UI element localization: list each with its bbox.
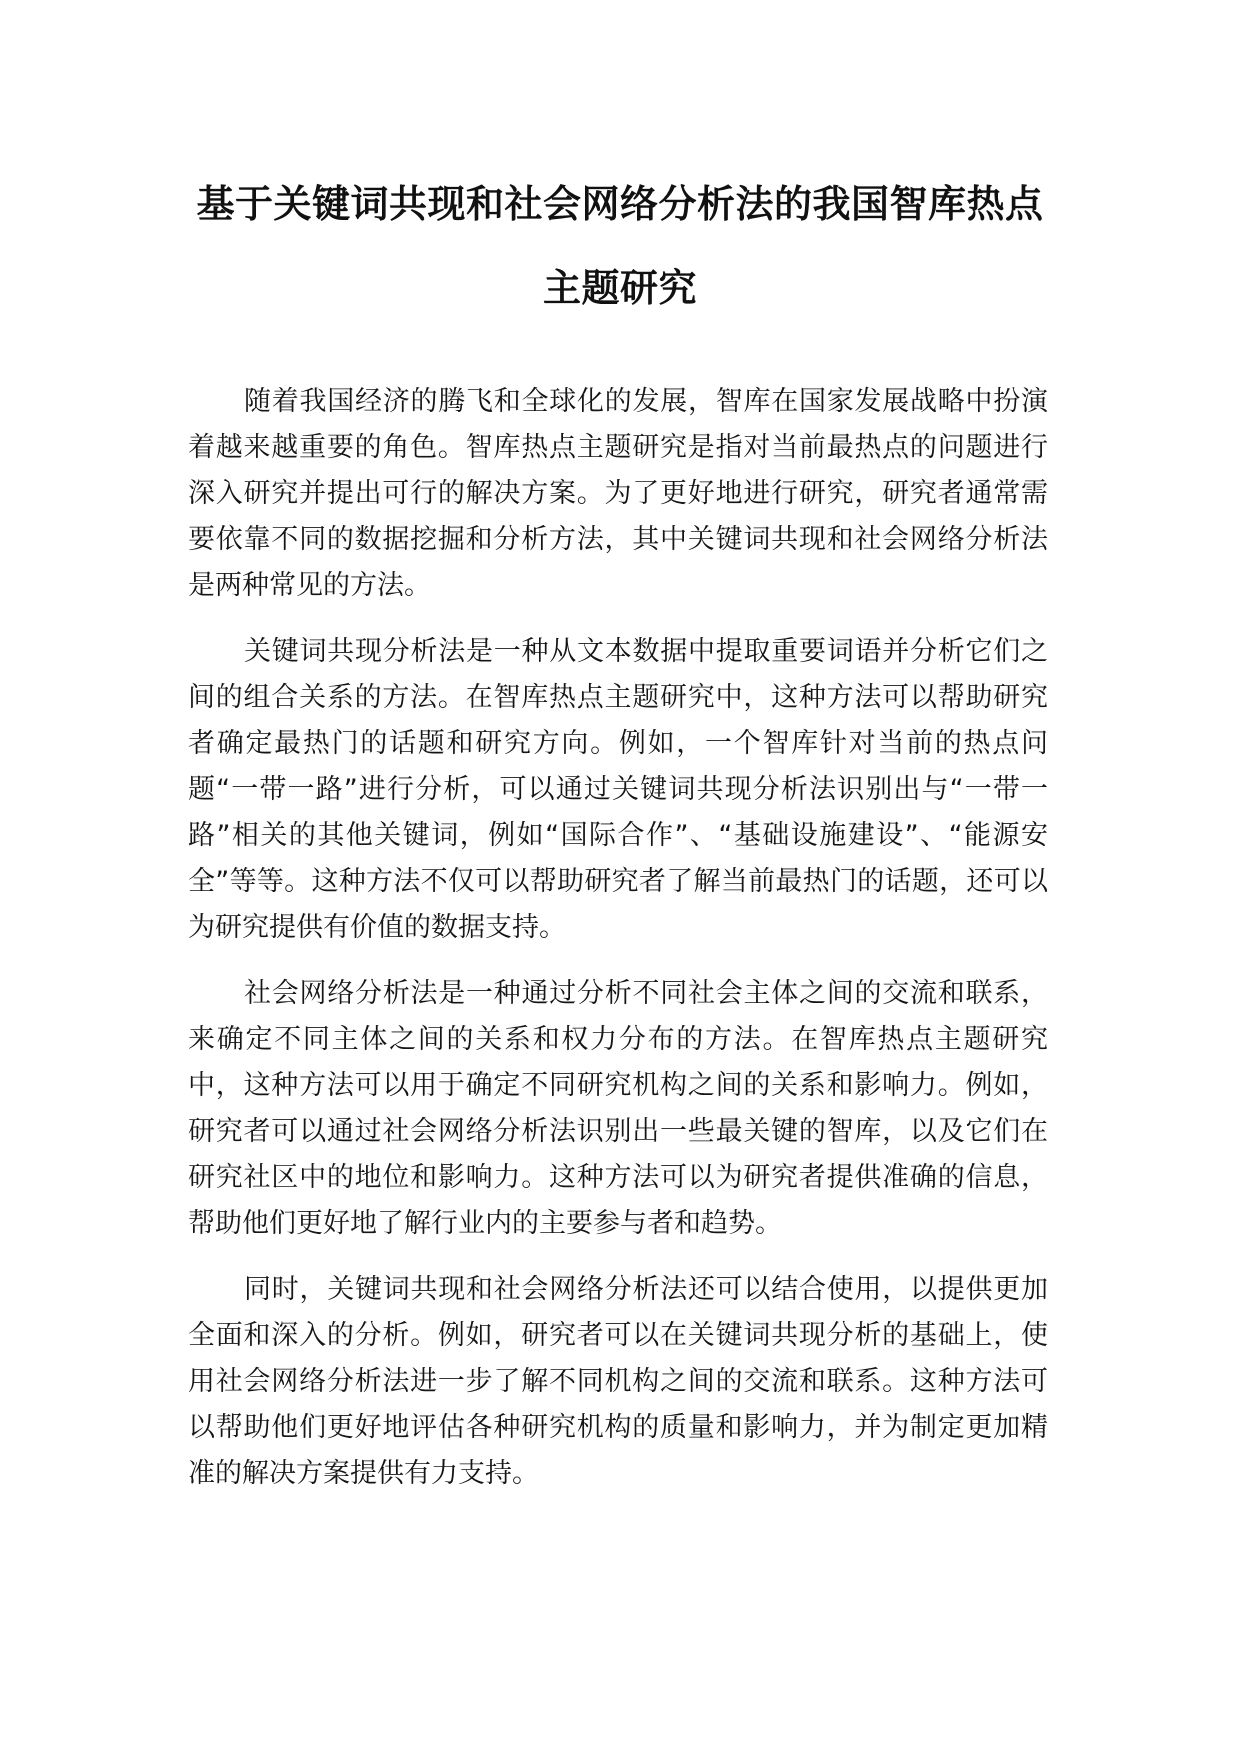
document-title-line-2: 主题研究 (542, 266, 697, 310)
paragraph-1: 随着我国经济的腾飞和全球化的发展，智库在国家发展战略中扮演着越来越重要的角色。智库热点主题研究是指对当前最热点的问题进行深入研究并提出可行的解决方案。为了更好地进行研究，研究者通常需要依靠不同的数据挖掘和分析方法，其中关键词共现和社会网络分析法是两种常见的方法。 (188, 386, 1048, 601)
document-body (188, 379, 1048, 1517)
document-title-line-1: 基于关键词共现和社会网络分析法的我国智库热点 (196, 182, 1044, 226)
paragraph-4: 同时，关键词共现和社会网络分析法还可以结合使用，以提供更加全面和深入的分析。例如，研究者可以在关键词共现分析的基础上，使用社会网络分析法进一步了解不同机构之间的交流和联系。这种方法可以帮助他们更好地评估各种研究机构的质量和影响力，并为制定更加精准的解决方案提供有力支持。 (188, 1274, 1048, 1489)
paragraph-2: 关键词共现分析法是一种从文本数据中提取重要词语并分析它们之间的组合关系的方法。在智库热点主题研究中，这种方法可以帮助研究者确定最热门的话题和研究方向。例如，一个智库针对当前的热点问题“一带一路”进行分析，可以通过关键词共现分析法识别出与“一带一路”相关的其他关键词，例如“国际合作”、“基础设施建设”、“能源安全”等等。这种方法不仅可以帮助研究者了解当前最热门的话题，还可以为研究提供有价值的数据支持。 (188, 636, 1048, 943)
paragraph-3: 社会网络分析法是一种通过分析不同社会主体之间的交流和联系，来确定不同主体之间的关系和权力分布的方法。在智库热点主题研究中，这种方法可以用于确定不同研究机构之间的关系和影响力。例如，研究者可以通过社会网络分析法识别出一些最关键的智库，以及它们在研究社区中的地位和影响力。这种方法可以为研究者提供准确的信息，帮助他们更好地了解行业内的主要参与者和趋势。 (188, 978, 1048, 1239)
